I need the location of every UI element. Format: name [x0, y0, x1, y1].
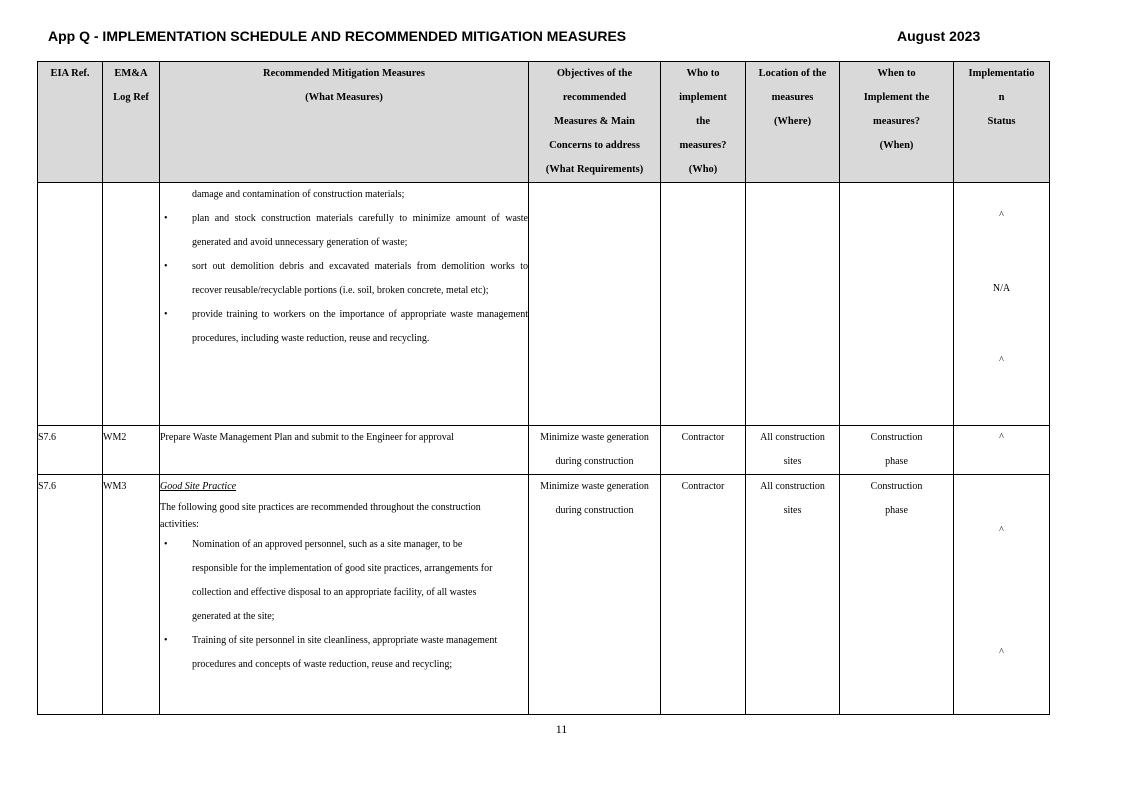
status-cell — [954, 183, 1050, 426]
table-header-row — [38, 62, 1050, 183]
bullet-icon: • — [164, 539, 168, 550]
status-value: N/A — [992, 283, 1011, 294]
when-cell: Construction phase — [840, 475, 954, 715]
log-ref-cell — [103, 183, 160, 426]
objectives-cell — [529, 183, 661, 426]
status-cell — [954, 475, 1050, 715]
where-cell — [746, 183, 840, 426]
col-when: When to Implement the measures? (When) — [840, 62, 954, 183]
bullet-icon: • — [164, 635, 168, 646]
measures-cell: Prepare Waste Management Plan and submit to the Engineer for approval — [160, 426, 529, 475]
section-heading: Good Site Practice — [160, 481, 237, 492]
when-cell — [840, 183, 954, 426]
log-ref-cell: WM3 — [103, 475, 160, 715]
when-cell: Construction phase — [840, 426, 954, 475]
bullet-icon: • — [164, 261, 168, 272]
where-cell: All construction sites — [746, 426, 840, 475]
col-where: Location of the measures (Where) — [746, 62, 840, 183]
status-value: ^ — [999, 647, 1004, 658]
table-row — [38, 426, 1050, 475]
measures-cell — [160, 183, 529, 426]
status-value: ^ — [999, 525, 1004, 536]
list-item: • plan and stock construction materials carefully to minimize amount of waste generated and avoid unnecessary generation of waste; — [160, 207, 528, 255]
list-item: • Nomination of an approved personnel, such as a site manager, to be responsible for the implementation of good site practices, arrangements for collection and effective disposal to an appropriate facility, of all wastes generated at the site; — [160, 533, 528, 629]
table-row — [38, 183, 1050, 426]
intro-text: The following good site practices are recommended throughout the construction activities: — [160, 502, 481, 530]
document-title: App Q - IMPLEMENTATION SCHEDULE AND RECOMMENDED MITIGATION MEASURES — [48, 28, 627, 44]
eia-ref-cell: S7.6 — [38, 475, 103, 715]
page-number: 11 — [555, 722, 568, 736]
bullet-icon: • — [164, 309, 168, 320]
list-item: • provide training to workers on the importance of appropriate waste management procedures, including waste reduction, reuse and recycling. — [160, 303, 528, 351]
mitigation-schedule-table — [37, 61, 1050, 715]
eia-ref-cell — [38, 183, 103, 426]
objectives-cell: Minimize waste generation during construction — [529, 475, 661, 715]
continued-text: damage and contamination of construction materials; — [192, 189, 405, 200]
who-cell: Contractor — [661, 426, 746, 475]
col-status: Implementatio n Status — [954, 62, 1050, 183]
who-cell — [661, 183, 746, 426]
col-eia-ref: EIA Ref. — [38, 62, 103, 183]
col-measures: Recommended Mitigation Measures (What Measures) — [160, 62, 529, 183]
status-value: ^ — [999, 210, 1004, 221]
table-row — [38, 475, 1050, 715]
col-log-ref: EM&A Log Ref — [103, 62, 160, 183]
who-cell: Contractor — [661, 475, 746, 715]
eia-ref-cell: S7.6 — [38, 426, 103, 475]
measures-cell — [160, 475, 529, 715]
where-cell: All construction sites — [746, 475, 840, 715]
status-value: ^ — [999, 355, 1004, 366]
list-item: • Training of site personnel in site cleanliness, appropriate waste management procedures and concepts of waste reduction, reuse and recycling; — [160, 629, 528, 677]
col-who: Who to implement the measures? (Who) — [661, 62, 746, 183]
status-cell: ^ — [954, 426, 1050, 475]
log-ref-cell: WM2 — [103, 426, 160, 475]
objectives-cell: Minimize waste generation during construction — [529, 426, 661, 475]
bullet-icon: • — [164, 213, 168, 224]
col-objectives: Objectives of the recommended Measures & Main Concerns to address (What Requirements) — [529, 62, 661, 183]
list-item: • sort out demolition debris and excavated materials from demolition works to recover reusable/recyclable portions (i.e. soil, broken concrete, metal etc); — [160, 255, 528, 303]
document-date: August 2023 — [897, 28, 981, 44]
